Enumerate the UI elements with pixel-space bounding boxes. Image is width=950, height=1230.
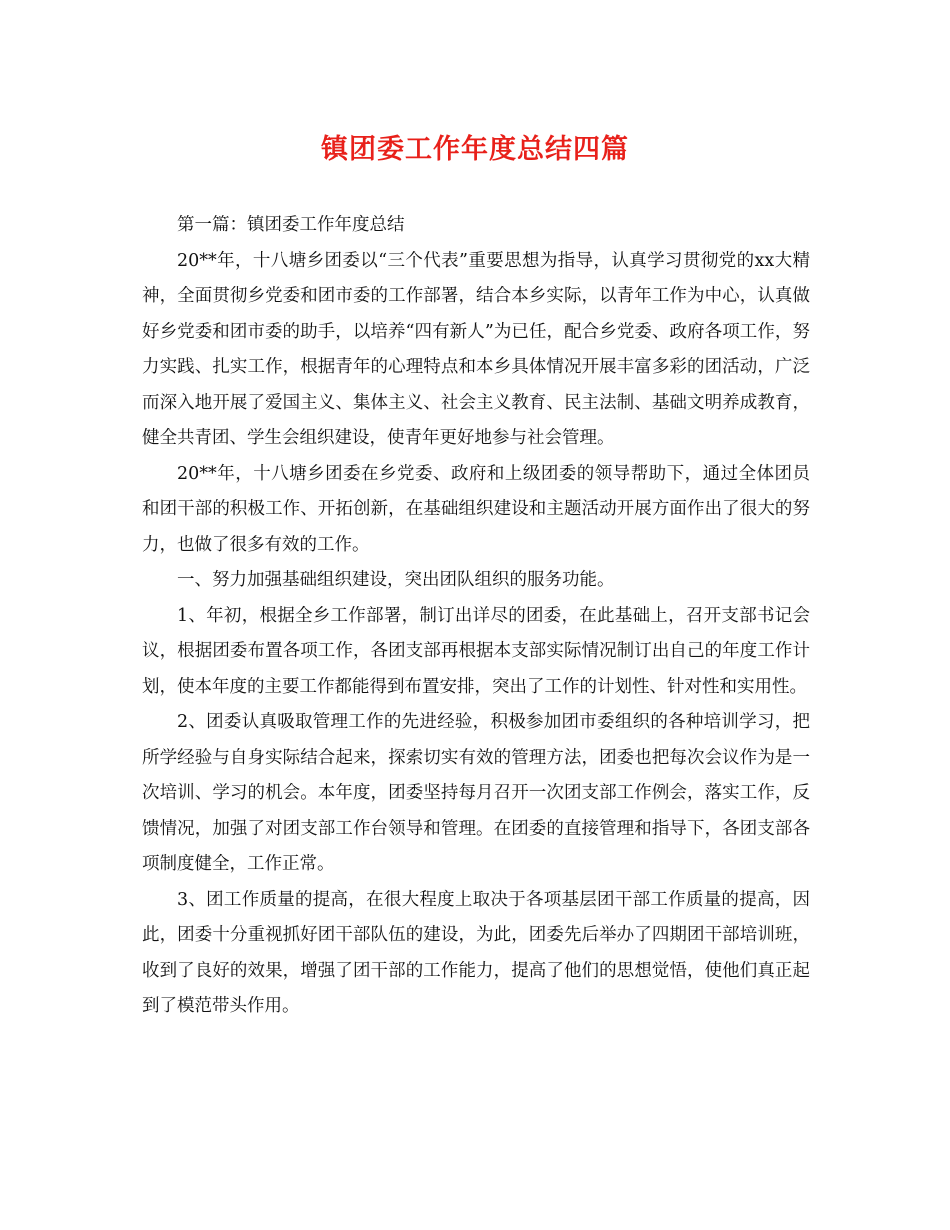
paragraph: 20**年，十八塘乡团委以“三个代表”重要思想为指导，认真学习贯彻党的xx大精神，全面贯彻乡党委和团市委的工作部署，结合本乡实际，以青年工作为中心，认真做好乡党委和团市委的助手，以培养“四有新人”为已任，配合乡党委、政府各项工作，努力实践、扎实工作，根据青年的心理特点和本乡具体情况开展丰富多彩的团活动，广泛而深入地开展了爱国主义、集体主义、社会主义教育、民主法制、基础文明养成教育，健全共青团、学生会组织建设，使青年更好地参与社会管理。 [142, 250, 810, 448]
document-body [142, 208, 810, 1025]
section-heading: 第一篇：镇团委工作年度总结 [177, 215, 405, 235]
paragraph: 1、年初，根据全乡工作部署，制订出详尽的团委，在此基础上，召开支部书记会议，根据团委布置各项工作，各团支部再根据本支部实际情况制订出自己的年度工作计划，使本年度的主要工作都能得到布置安排，突出了工作的计划性、针对性和实用性。 [142, 605, 810, 697]
paragraph: 3、团工作质量的提高，在很大程度上取决于各项基层团干部工作质量的提高，因此，团委十分重视抓好团干部队伍的建设，为此，团委先后举办了四期团干部培训班，收到了良好的效果，增强了团干部的工作能力，提高了他们的思想觉悟，使他们真正起到了模范带头作用。 [142, 889, 810, 1016]
document-title: 镇团委工作年度总结四篇 [321, 134, 629, 165]
paragraph: 20**年，十八塘乡团委在乡党委、政府和上级团委的领导帮助下，通过全体团员和团干部的积极工作、开拓创新，在基础组织建设和主题活动开展方面作出了很大的努力，也做了很多有效的工作。 [142, 463, 810, 555]
paragraph: 2、团委认真吸取管理工作的先进经验，积极参加团市委组织的各种培训学习，把所学经验与自身实际结合起来，探索切实有效的管理方法，团委也把每次会议作为是一次培训、学习的机会。本年度，团委坚持每月召开一次团支部工作例会，落实工作，反馈情况，加强了对团支部工作台领导和管理。在团委的直接管理和指导下，各团支部各项制度健全，工作正常。 [142, 712, 810, 874]
subsection-heading: 一、努力加强基础组织建设，突出团队组织的服务功能。 [177, 570, 615, 590]
